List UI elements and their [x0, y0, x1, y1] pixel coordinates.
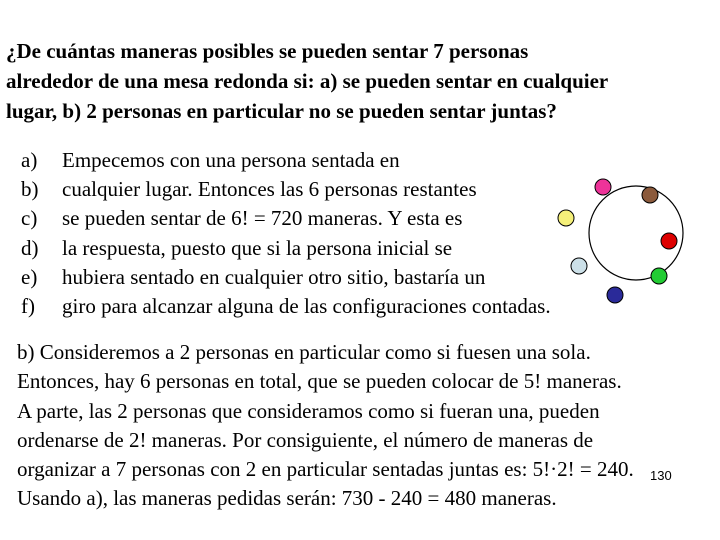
title-line: alrededor de una mesa redonda si: a) se pueden sentar en cualquier — [6, 69, 609, 93]
paragraph-line: organizar a 7 personas con 2 en particular sentadas juntas es: 5!·2! = 240. — [17, 457, 634, 482]
list-text: se pueden sentar de 6! = 720 maneras. Y esta es — [62, 206, 463, 231]
list-item — [21, 204, 551, 233]
paragraph-line: Usando a), las maneras pedidas serán: 730 - 240 = 480 maneras. — [17, 486, 557, 511]
list-letter: d) — [21, 235, 39, 260]
list-text: hubiera sentado en cualquier otro sitio, bastaría un — [62, 264, 486, 289]
seat-light-blue — [571, 258, 587, 274]
round-table-diagram — [550, 175, 700, 305]
solution-part-b — [17, 338, 719, 514]
list-item — [21, 263, 551, 292]
list-text: la respuesta, puesto que si la persona inicial se — [62, 235, 453, 260]
list-letter: e) — [21, 264, 38, 289]
seat-yellow — [558, 210, 574, 226]
paragraph-line: Entonces, hay 6 personas en total, que se pueden colocar de 5! maneras. — [17, 369, 622, 394]
list-text: Empecemos con una persona sentada en — [62, 148, 400, 172]
title-line: lugar, b) 2 personas en particular no se pueden sentar juntas? — [6, 99, 557, 123]
list-letter: a) — [21, 148, 38, 172]
page-number: 130 — [650, 468, 672, 483]
solution-part-a — [21, 146, 551, 321]
list-text: giro para alcanzar alguna de las configuraciones contadas. — [62, 293, 551, 318]
seat-navy — [607, 287, 623, 303]
paragraph-line: A parte, las 2 personas que consideramos como si fueran una, pueden — [17, 398, 600, 423]
list-text: cualquier lugar. Entonces las 6 personas restantes — [62, 177, 477, 202]
list-item — [21, 292, 551, 321]
seat-green — [651, 268, 667, 284]
list-item — [21, 175, 551, 204]
title-line: ¿De cuántas maneras posibles se pueden sentar 7 personas — [6, 39, 529, 63]
paragraph-line: ordenarse de 2! maneras. Por consiguiente, el número de maneras de — [17, 427, 594, 452]
list-item — [21, 146, 551, 175]
seat-red — [661, 233, 677, 249]
problem-statement — [6, 36, 718, 126]
seat-magenta — [595, 179, 611, 195]
list-letter: c) — [21, 206, 38, 231]
list-letter: b) — [21, 177, 39, 202]
list-letter: f) — [21, 293, 35, 318]
seat-brown — [642, 187, 658, 203]
paragraph-line: b) Consideremos a 2 personas en particular como si fuesen una sola. — [17, 340, 591, 364]
list-item — [21, 234, 551, 263]
